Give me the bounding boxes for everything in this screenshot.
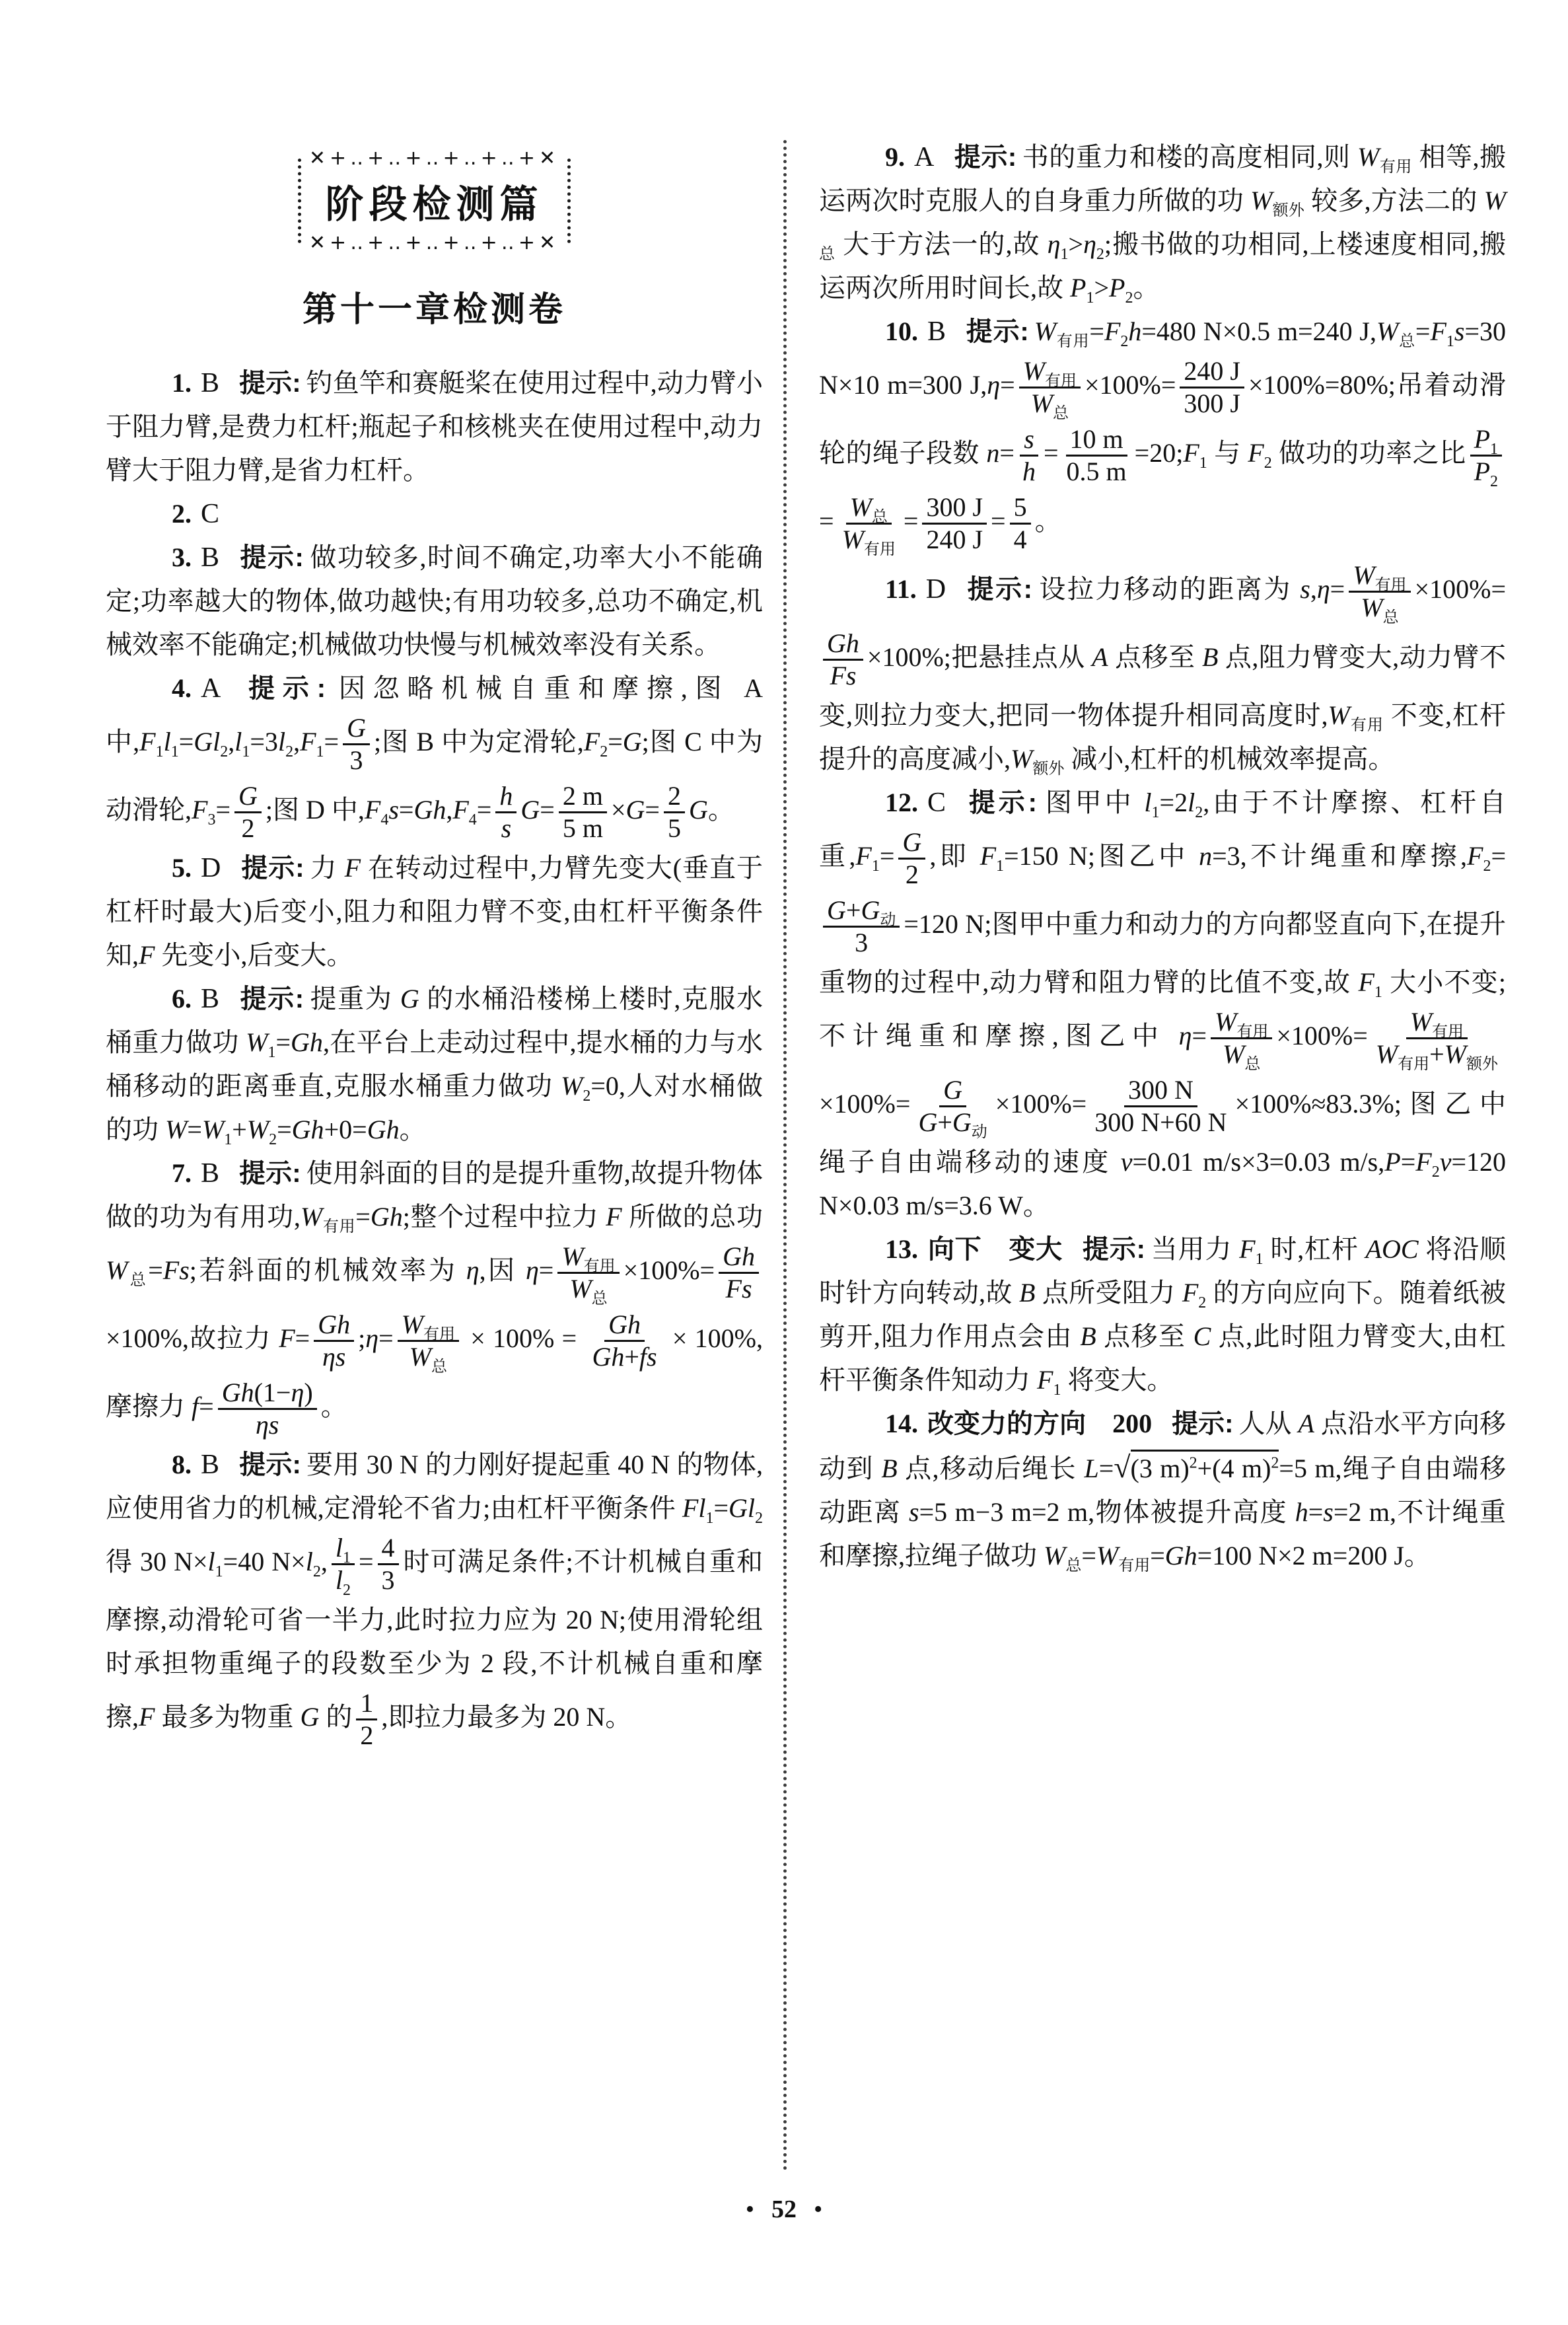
- answer-item: [106, 1152, 763, 1443]
- hint-label: 提示:: [966, 788, 1037, 817]
- page-number-dot-right: •: [814, 2196, 823, 2223]
- item-number: 12.: [885, 788, 918, 817]
- item-number: 9.: [885, 142, 905, 172]
- hint-text: 做功较多,时间不确定,功率大小不能确定;功率越大的物体,做功越快;有用功较多,总功不确定,机械效率不能确定;机械做功快慢与机械效率没有关系。: [106, 542, 763, 659]
- hint-text: $W_{有用}=F_2h=480$ N×0.5 m=240 $J,W_总=F_1s=30$ N×10 m=300 J,η= $W_{有用}$ $W_总$ ×100%= $\frac{240 J}{300 J}$ ×100%=80%;吊着动滑轮的绳子段数 n= $\frac{s}{h}$ = $\frac{10 m}{0.5 m}$ $=20;F_1$ 与 $F_2$ 做功的功率之比 $\frac{P_1}{P_2}$ = $W_总$ $W_{有用}$ = $\frac{300 J}{240 J}$ = $\frac{5}{4}$ 。: [819, 316, 1507, 558]
- hint-label: 提示:: [966, 574, 1032, 604]
- item-number: 4.: [172, 673, 192, 703]
- hint-text: 因忽略机械自重和摩擦,图 A 中$,F_1l_1=Gl_2,l_1=3l_2,F_1=$ $\frac{G}{3}$ ;图 B 中为定滑轮$,F_2=G$;图 C 中为动滑轮$,F_3=$ $\frac{G}{2}$ ;图 D 中$,F_4s=Gh,F_4=$ $\frac{h}{s}$ G= $\frac{2 m}{5 m}$ ×G= $\frac{2}{5}$ G。: [106, 673, 764, 843]
- item-number: 13.: [885, 1234, 918, 1264]
- item-number: 2.: [172, 499, 192, 529]
- answer-item: [106, 1443, 763, 1753]
- hint-label: 提示:: [1082, 1235, 1145, 1264]
- column-divider: [783, 140, 787, 2172]
- right-column: [819, 0, 1506, 1578]
- answer-item: [106, 846, 763, 977]
- left-column: [106, 0, 763, 1753]
- hint-text: 要用 30 N 的力刚好提起重 40 N 的物体,应使用省力的机械,定滑轮不省力;由杠杆平衡条件 $Fl_1=Gl_2$ 得 30 $N\times l_1=40$ $N\times l_2$, $\frac{l_1}{l_2}$ = $\frac{4}{3}$ 时可满足条件;不计机械自重和摩擦,动滑轮可省一半力,此时拉力应为 20 N;使用滑轮组时承担物重绳子的段数至少为 2 段,不计机械自重和摩擦,F 最多为物重 G 的 $\frac{1}{2}$ ,即拉力最多为 20 N。: [106, 1450, 763, 1750]
- hint-text: 书的重力和楼的高度相同,则 $W_{有用}$ 相等,搬运两次时克服人的自身重力所做的功 $W_{额外}$ 较多,方法二的 $W_总$ 大于方法一的,故 $\eta_1>\eta_2$;搬书做的功相同,上楼速度相同,搬运两次所用时间长,故 $P_1>P_2$。: [819, 142, 1507, 307]
- page-number-dot-left: •: [745, 2196, 754, 2223]
- hint-label: 提示:: [954, 143, 1017, 172]
- hint-label: 提示:: [239, 984, 304, 1014]
- answer-item: [819, 1228, 1506, 1402]
- hint-text: 当用力 $F_1$ 时,杠杆 AOC 将沿顺时针方向转动,故 B 点所受阻力 $F_2$ 的方向应向下。随着纸被剪开,阻力作用点会由 B 点移至 C 点,此时阻力臂变大,由杠杆平衡条件知动力 $F_1$ 将变大。: [819, 1234, 1507, 1399]
- item-number: 6.: [172, 984, 192, 1014]
- answer-item: [106, 977, 763, 1152]
- hint-label: 提示:: [966, 317, 1029, 346]
- left-column-items: [106, 361, 763, 1753]
- hint-label: 提示:: [239, 543, 304, 572]
- answer-item: [819, 135, 1506, 310]
- hint-label: 提示:: [240, 854, 304, 883]
- item-answer: 改变力的方向 200: [927, 1409, 1153, 1438]
- answer-item: [106, 492, 763, 536]
- chapter-test-title: 第十一章检测卷: [302, 291, 566, 329]
- answer-item: [819, 558, 1506, 781]
- item-answer: C: [927, 788, 946, 818]
- hint-text: 钓鱼竿和赛艇桨在使用过程中,动力臂小于阻力臂,是费力杠杆;瓶起子和核桃夹在使用过程中,动力臂大于阻力臂,是省力杠杆。: [106, 368, 763, 485]
- section-badge-label: 阶段检测篇: [325, 183, 544, 226]
- hint-label: 提示:: [1172, 1409, 1234, 1438]
- hint-label: 提示:: [239, 369, 301, 398]
- item-answer: A: [914, 142, 935, 172]
- item-answer: D: [201, 853, 221, 883]
- item-number: 5.: [172, 853, 192, 883]
- item-answer: B: [201, 1450, 220, 1480]
- hint-text: 使用斜面的目的是提升重物,故提升物体做的功为有用功$,W_{有用}=Gh$;整个过程中拉力 F 所做的总功 $W_总=Fs$;若斜面的机械效率为 η,因 η= $W_{有用}$ $W_总$ ×100%= $\frac{Gh}{Fs}$ ×100%,故拉力 F= $\frac{Gh}{\eta s}$ ;η= $W_{有用}$ $W_总$ × 100% = $\frac{Gh}{Gh+fs}$ × 100%,摩擦力 f= $\frac{Gh(1-\eta)}{\eta s}$ 。: [106, 1158, 764, 1440]
- hint-text: 人从 A 点沿水平方向移动到 B 点,移动后绳长 L=√(3 m)$^2$+(4 m)$^2$=5 m,绳子自由端移动距离 s=5 m−3 m=2 m,物体被提升高度 h=s=2 m,不计绳重和摩擦,拉绳子做功 $W_总=W_{有用}=Gh=100$ N×2 m=200 J。: [819, 1409, 1507, 1574]
- answer-item: [819, 310, 1506, 558]
- item-answer: B: [201, 368, 220, 398]
- hint-text: 图甲中 $l_1=2l_2$,由于不计摩擦、杠杆自重$,F_1=$ $\frac{G}{2}$ ,即 $F_1=150$ N;图乙中 n=3,不计绳重和摩擦$,F_2=$ $G+G_动$ 3 =120 N;图甲中重力和动力的方向都竖直向下,在提升重物的过程中,动力臂和阻力臂的比值不变,故 $F_1$ 大小不变;不计绳重和摩擦,图乙中 η= $W_{有用}$ $W_总$ ×100%= $W_{有用}$ $W_{有用}+W_{额外}$ ×100%= G $G+G_动$ ×100%= $\frac{300 N}{300 N+60 N}$ ×100%≈83.3%;图乙中绳子自由端移动的速度 v=0.01 m/s×3=0.03 $m/s,P=F_2v=120$ N×0.03 m/s=3.6 W。: [819, 788, 1507, 1220]
- hint-label: 提示:: [239, 1159, 301, 1188]
- hint-label: 提示:: [239, 1450, 301, 1479]
- page-number: [0, 2195, 1568, 2224]
- section-badge: [298, 147, 570, 254]
- item-number: 14.: [885, 1409, 918, 1438]
- item-number: 8.: [172, 1450, 192, 1479]
- item-answer: 向下 变大: [927, 1235, 1063, 1264]
- section-badge-box: ✕+‥+‥+‥+‥+‥+✕ 阶段检测篇 ✕+‥+‥+‥+‥+‥+✕: [298, 159, 570, 243]
- answer-item: [106, 361, 763, 492]
- hint-label: 提示:: [240, 674, 326, 703]
- item-answer: B: [201, 984, 220, 1014]
- answer-item: [819, 781, 1506, 1228]
- item-answer: C: [201, 499, 220, 529]
- page-number-value: 52: [771, 2196, 797, 2223]
- item-answer: B: [201, 542, 220, 573]
- right-column-items: [819, 135, 1506, 1578]
- answer-item: [106, 667, 763, 846]
- answer-item: [819, 1402, 1506, 1578]
- item-number: 10.: [885, 316, 918, 346]
- item-answer: A: [201, 673, 221, 704]
- hint-text: 提重为 G 的水桶沿楼梯上楼时,克服水桶重力做功 $W_1=Gh$,在平台上走动过程中,提水桶的力与水桶移动的距离垂直,克服水桶重力做功 $W_2=0$,人对水桶做的功 $W=W_1+W_2=Gh+0=Gh$。: [106, 984, 764, 1148]
- item-number: 11.: [885, 573, 917, 604]
- answer-item: [106, 536, 763, 667]
- item-answer: D: [925, 573, 946, 605]
- item-number: 7.: [172, 1158, 192, 1188]
- hint-text: 设拉力移动的距离为 s,η= $W_{有用}$ $W_总$ ×100%= $\frac{Gh}{Fs}$ ×100%;把悬挂点从 A 点移至 B 点,阻力臂变大,动力臂不变,则拉力变大,把同一物体提升相同高度时$,W_{有用}$ 不变,杠杆提升的高度减小$,W_{额外}$ 减小,杠杆的机械效率提高。: [819, 560, 1507, 778]
- item-number: 3.: [172, 542, 192, 572]
- item-answer: B: [927, 316, 946, 347]
- item-answer: B: [201, 1158, 220, 1189]
- item-number: 1.: [172, 368, 192, 398]
- hint-text: 力 F 在转动过程中,力臂先变大(垂直于杠杆时最大)后变小,阻力和阻力臂不变,由杠杆平衡条件知,F 先变小,后变大。: [106, 853, 764, 970]
